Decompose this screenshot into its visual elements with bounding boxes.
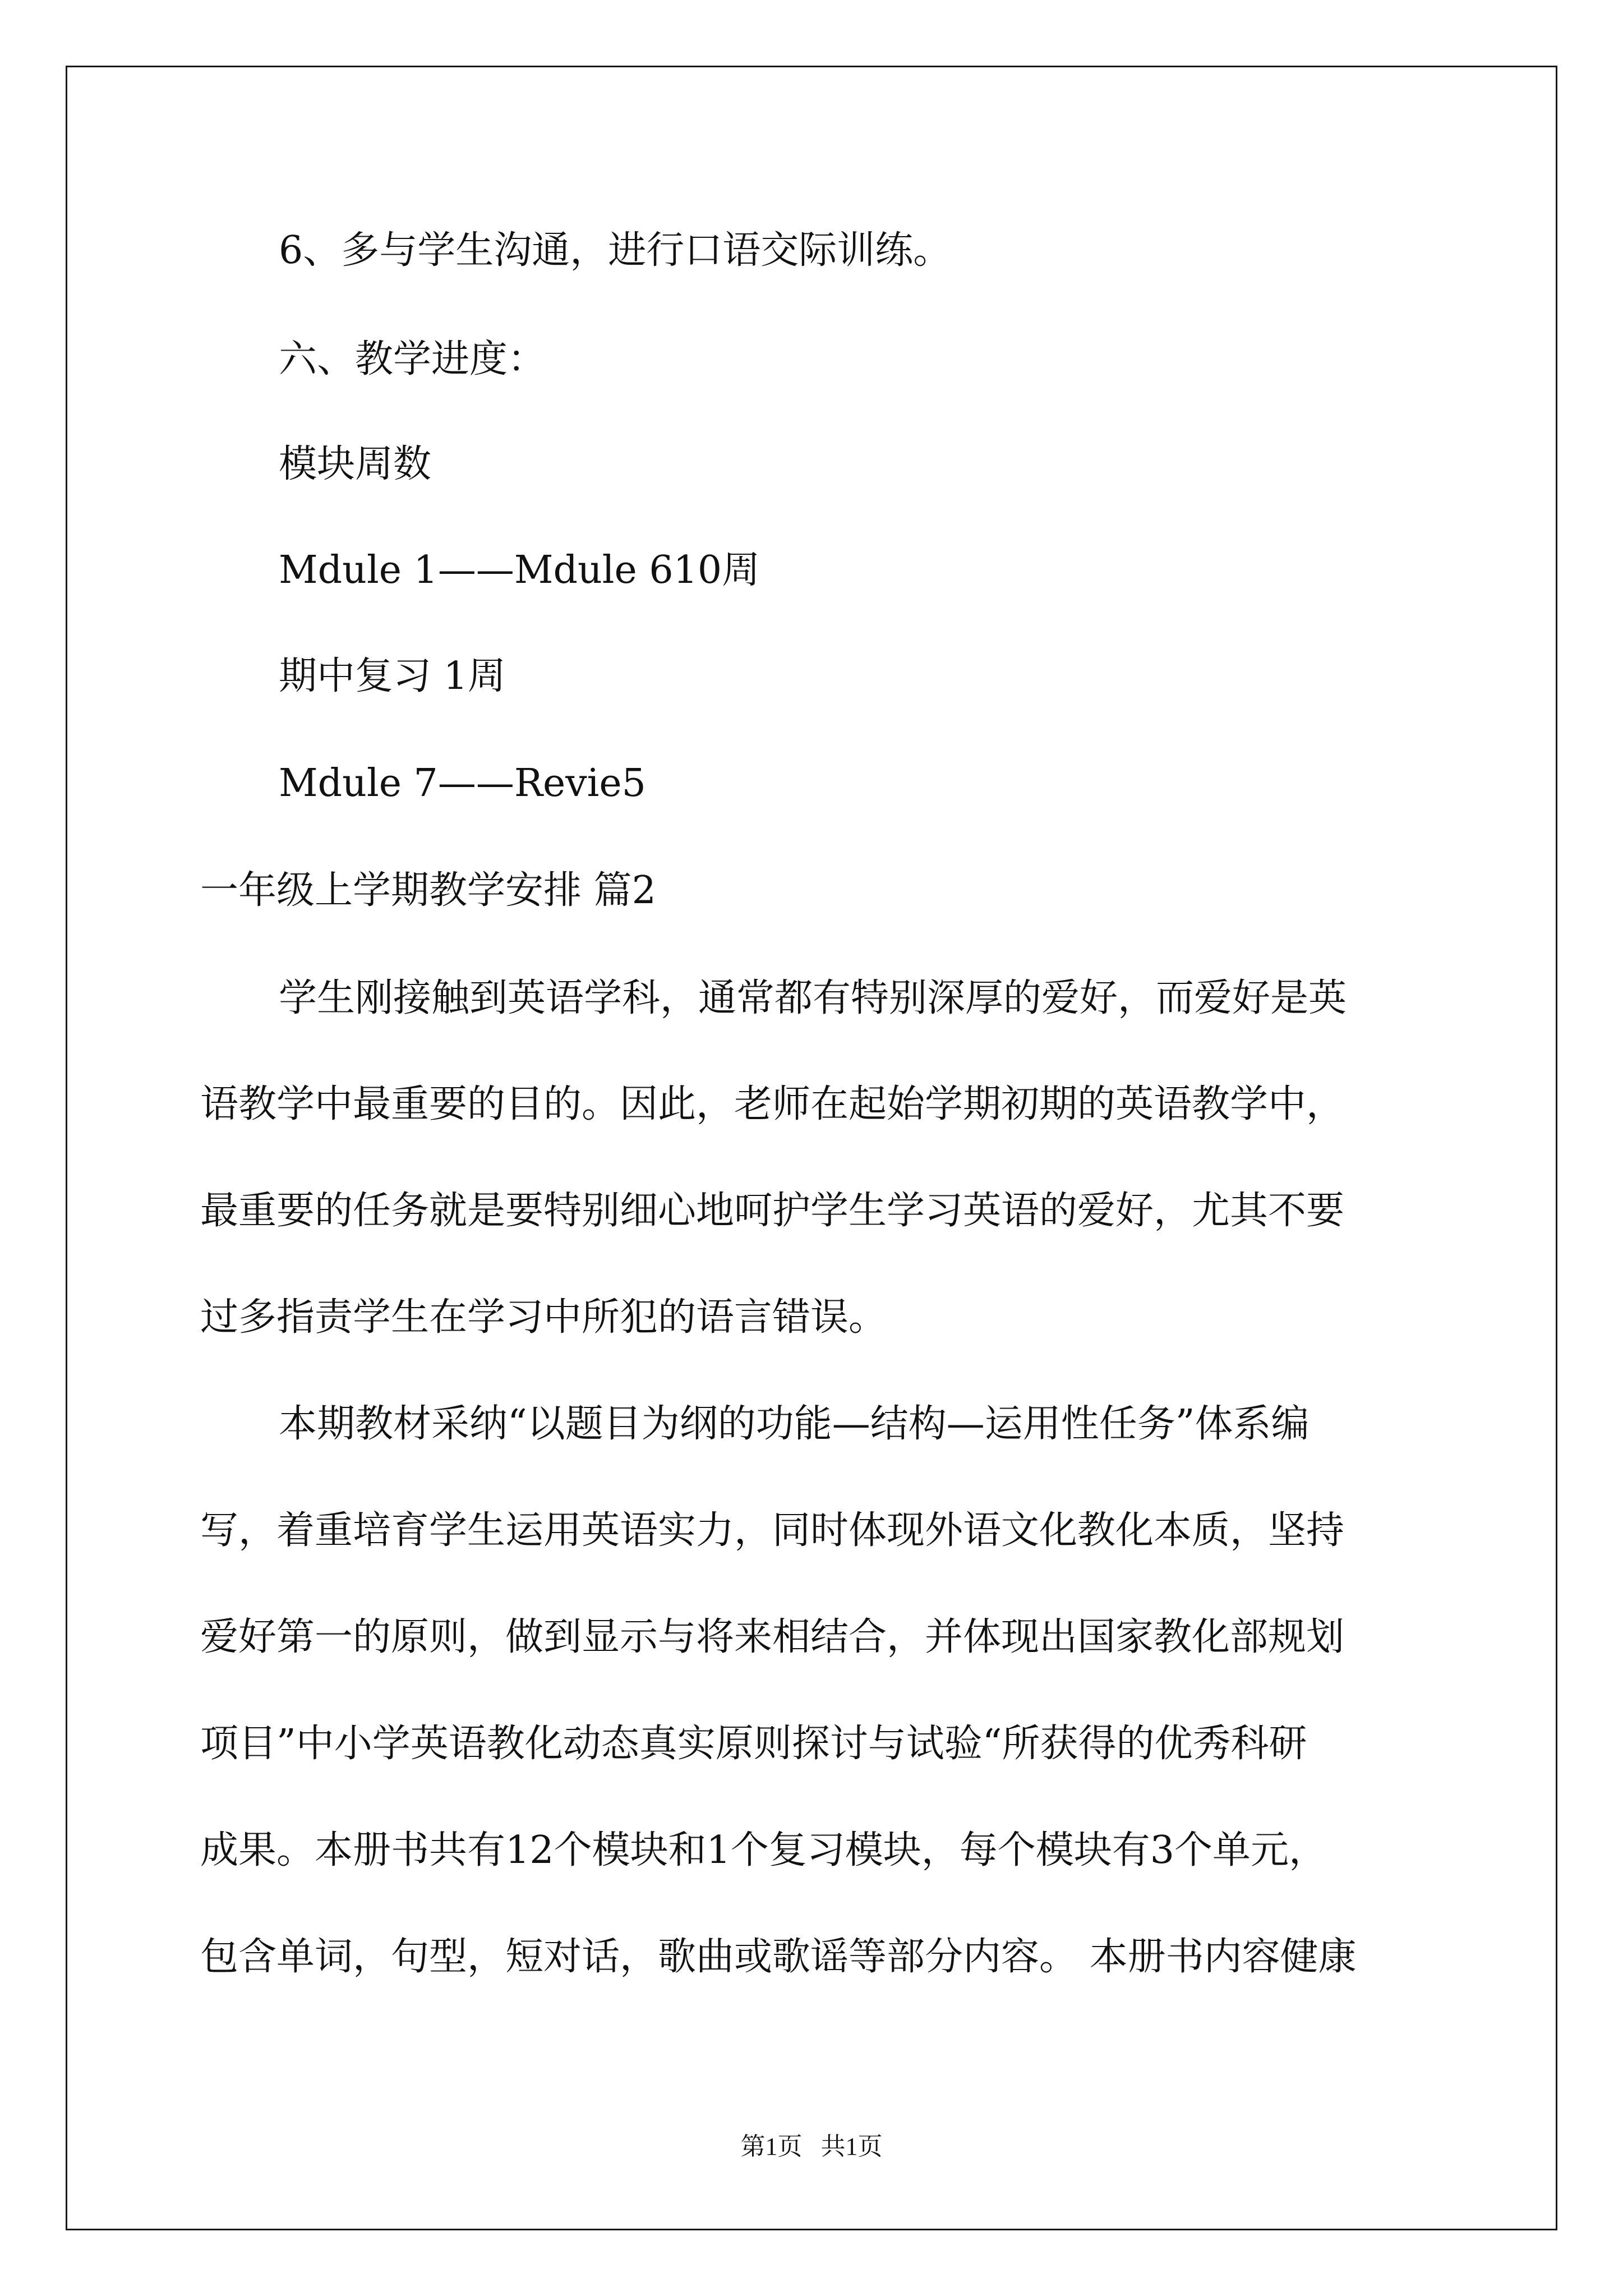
- text-line: 最重要的任务就是要特别细心地呵护学生学习英语的爱好，尤其不要: [200, 1189, 1345, 1233]
- page-border: [66, 66, 1557, 2230]
- text-line: 本期教材采纳“以题目为纲的功能—结构—运用性任务”体系编: [279, 1402, 1310, 1446]
- text-line: 包含单词，句型，短对话，歌曲或歌谣等部分内容。 本册书内容健康: [200, 1935, 1357, 1979]
- section-heading: 一年级上学期教学安排 篇2: [200, 868, 656, 913]
- text-line: 学生刚接触到英语学科，通常都有特别深厚的爱好，而爱好是英: [279, 976, 1347, 1020]
- text-line: 项目”中小学英语教化动态真实原则探讨与试验“所获得的优秀科研: [200, 1722, 1307, 1766]
- text-line: 过多指责学生在学习中所犯的语言错误。: [200, 1295, 887, 1340]
- text-line: 语教学中最重要的目的。因此，老师在起始学期初期的英语教学中，: [200, 1082, 1345, 1126]
- text-line: 模块周数: [279, 442, 432, 486]
- text-line: 爱好第一的原则，做到显示与将来相结合，并体现出国家教化部规划: [200, 1615, 1345, 1659]
- text-line: 期中复习 1周: [279, 654, 506, 698]
- text-line: 六、教学进度：: [279, 337, 546, 381]
- text-line: 写，着重培育学生运用英语实力，同时体现外语文化教化本质，坚持: [200, 1508, 1345, 1553]
- text-line: Mdule 1——Mdule 610周: [279, 548, 760, 592]
- text-line: 成果。本册书共有12个模块和1个复习模块，每个模块有3个单元，: [200, 1828, 1327, 1872]
- text-line: Mdule 7——Revie5: [279, 761, 646, 806]
- page-number: 第1页 共1页: [740, 2133, 883, 2160]
- text-line: 6、多与学生沟通，进行口语交际训练。: [279, 228, 952, 273]
